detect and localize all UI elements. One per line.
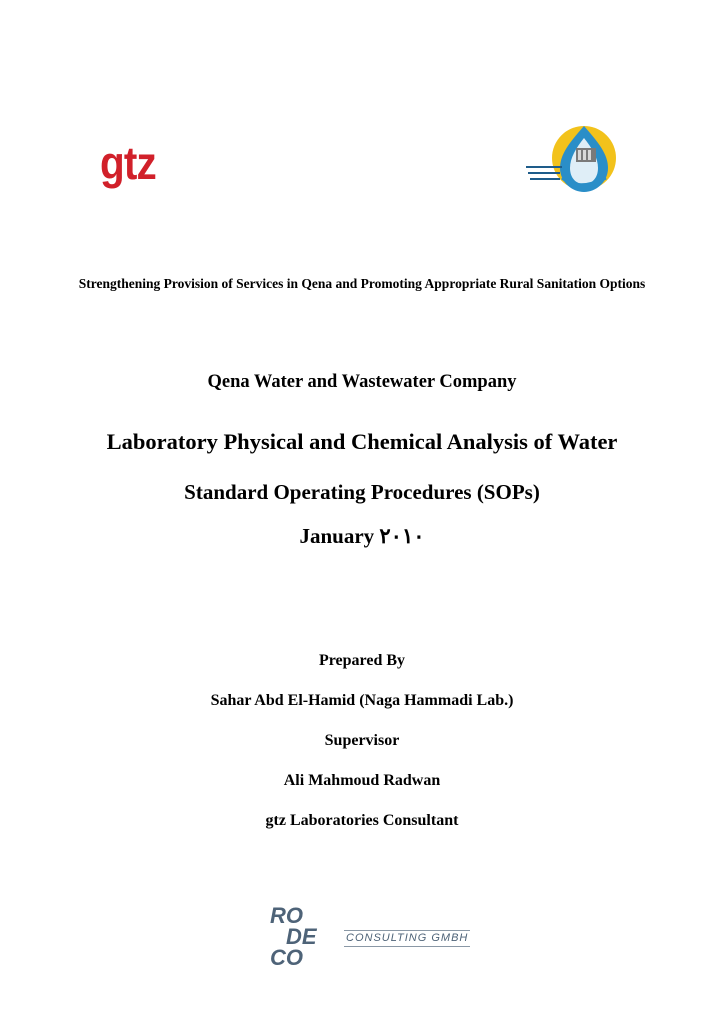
document-subtitle: Standard Operating Procedures (SOPs): [184, 480, 540, 504]
gtz-logo: gtz: [100, 137, 156, 189]
author-name: Sahar Abd El-Hamid (Naga Hammadi Lab.): [210, 692, 514, 709]
rodeco-line-1: RO: [270, 903, 303, 928]
rodeco-line-2: DE: [286, 924, 317, 949]
rodeco-logo: [264, 905, 474, 971]
supervisor-name: Ali Mahmoud Radwan: [283, 772, 441, 789]
supervisor-label: Supervisor: [324, 732, 400, 749]
rodeco-subtitle: CONSULTING GMBH: [346, 932, 469, 944]
rodeco-line-3: CO: [270, 945, 303, 970]
supervisor-role: gtz Laboratories Consultant: [265, 812, 459, 829]
company-emblem-icon: [526, 120, 618, 196]
document-title: Laboratory Physical and Chemical Analysis of Water: [106, 429, 618, 454]
prepared-by-label: Prepared By: [318, 652, 406, 669]
rodeco-divider-top: [344, 930, 470, 931]
rodeco-divider-bottom: [344, 946, 470, 947]
company-name: Qena Water and Wastewater Company: [207, 372, 517, 392]
document-date: January ٢٠١٠: [299, 524, 425, 548]
project-title: Strengthening Provision of Services in Qena and Promoting Appropriate Rural Sanitation Options: [78, 276, 646, 291]
rodeco-wordmark: [270, 905, 340, 968]
